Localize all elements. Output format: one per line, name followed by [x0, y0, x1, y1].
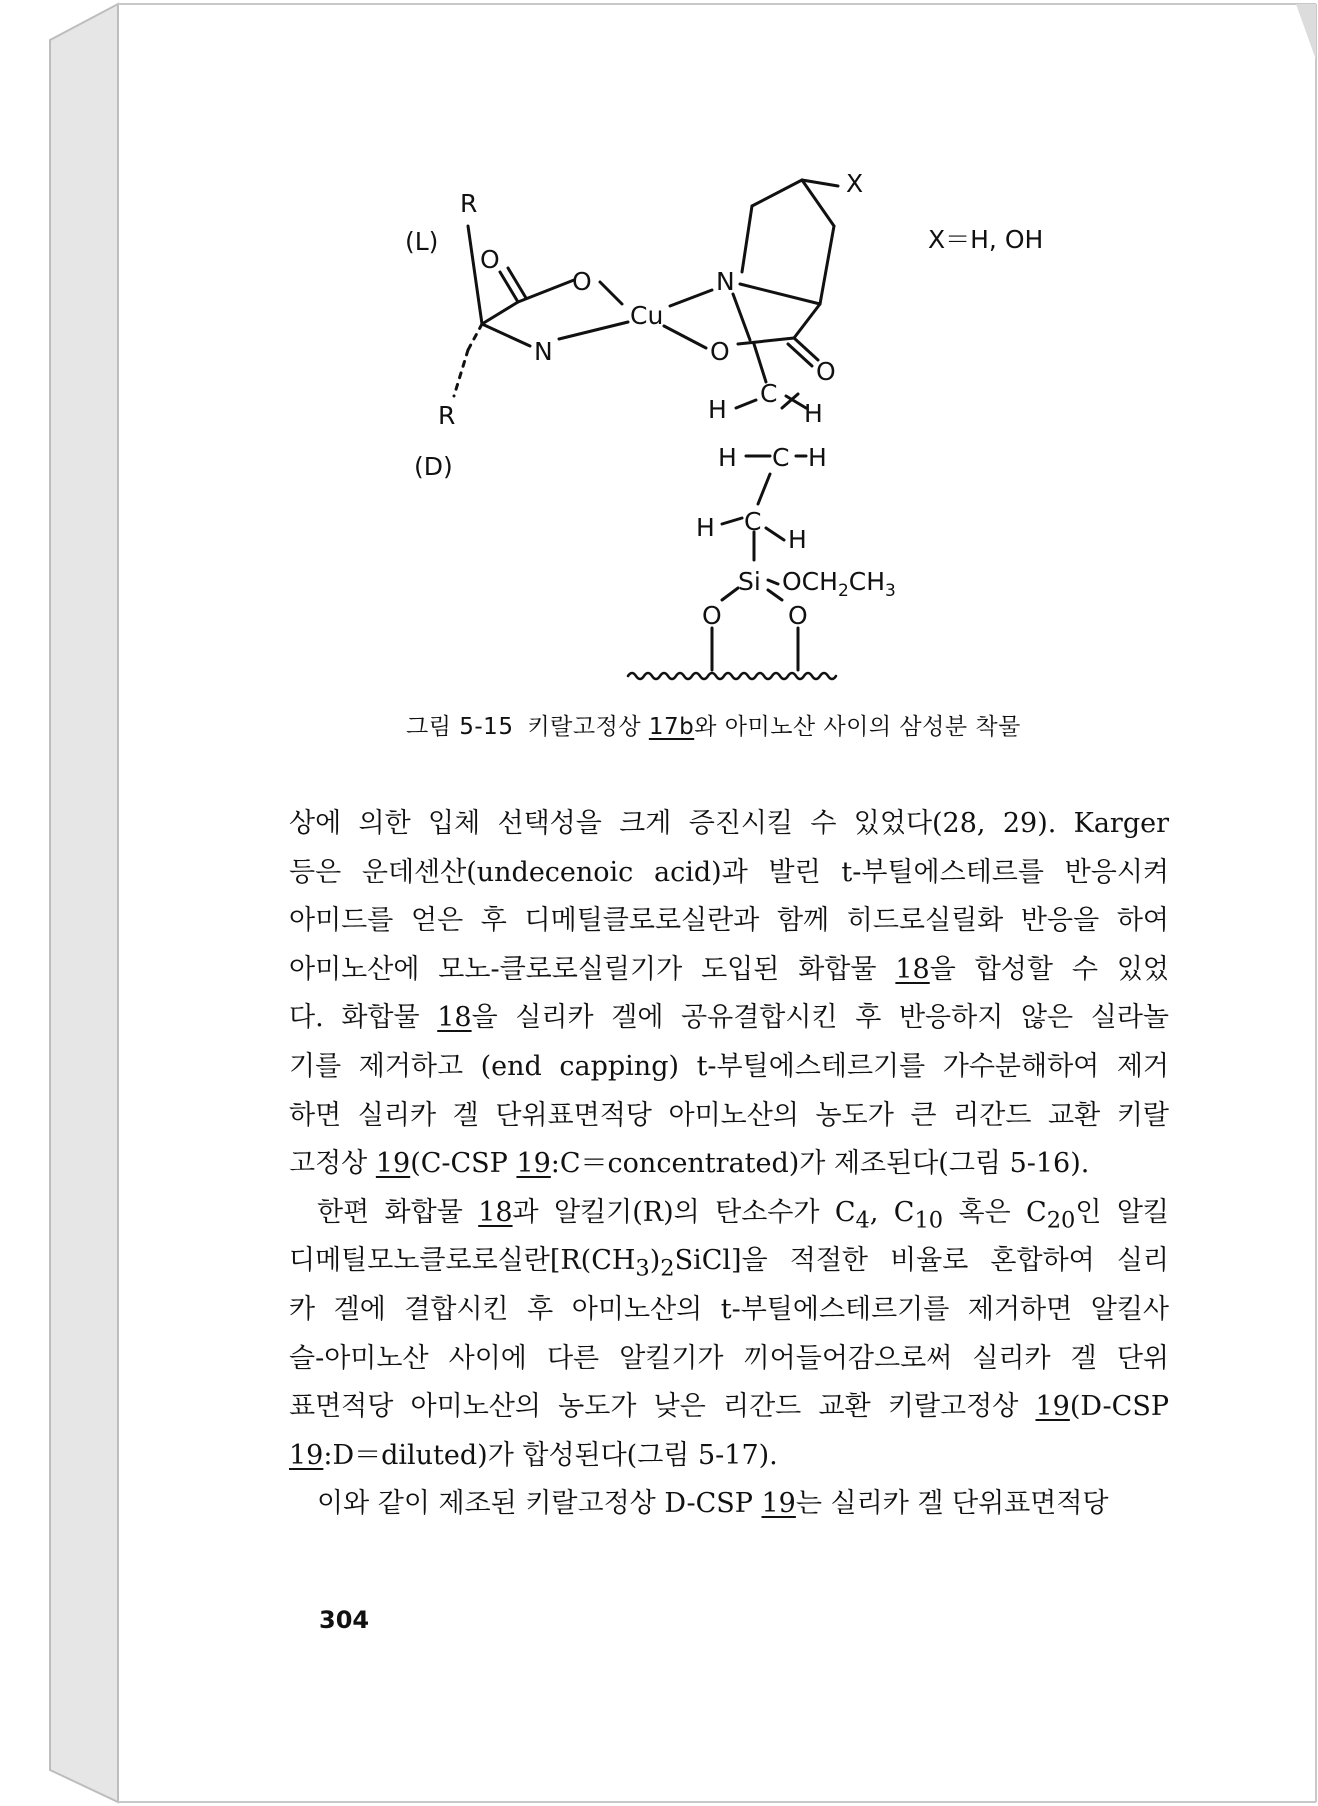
- text-line: 한편 화합물 18과 알킬기(R)의 탄소수가 $C_4$, $C_{10}$ 혹은 $C_{20}$인 알킬: [317, 1196, 1169, 1234]
- atom-o-left-ring: O: [572, 267, 592, 296]
- text-line: 카 겔에 결합시킨 후 아미노산의 t-부틸에스테르기를 제거하면 알킬사: [289, 1293, 1169, 1325]
- chain-oet: $OCH_2CH_3$: [782, 567, 896, 601]
- text-line: 디메틸모노클로로실란$[R(CH_3)_2SiCl]$을 적절한 비율로 혼합하여 실리: [289, 1245, 1169, 1282]
- text-line: 슬-아미노산 사이에 다른 알킬기가 끼어들어감으로써 실리카 겔 단위: [289, 1342, 1169, 1374]
- chain-h4: H: [808, 443, 827, 472]
- atom-n-left: N: [534, 337, 553, 366]
- caption-compound: 17b: [648, 714, 695, 740]
- atom-cu: Cu: [630, 301, 664, 330]
- caption-label: 그림 5-15: [406, 714, 514, 740]
- atom-o-left-carbonyl: O: [480, 245, 500, 274]
- label-r-top: R: [460, 189, 478, 218]
- atom-o-right-ring: O: [710, 337, 730, 366]
- text-line: 표면적당 아미노산의 농도가 낮은 리간드 교환 키랄고정상 19(D-CSP: [289, 1391, 1169, 1423]
- chain-h5: H: [696, 513, 715, 542]
- chain-c2: C: [772, 443, 790, 472]
- chain-si: Si: [738, 567, 761, 596]
- figure-caption: [406, 708, 1106, 741]
- atom-x: X: [846, 169, 864, 198]
- page-number: 304: [319, 1606, 370, 1634]
- text-line: 아미드를 얻은 후 디메틸클로로실란과 함께 히드로실릴화 반응을 하여: [289, 905, 1169, 937]
- text-line: 아미노산에 모노-클로로실릴기가 도입된 화합물 18을 합성할 수 있었: [289, 953, 1170, 985]
- caption-text-before: 키랄고정상: [527, 714, 649, 740]
- atom-n-right: N: [716, 267, 735, 296]
- x-definition: X＝H, OH: [928, 225, 1044, 254]
- chain-h1: H: [708, 395, 727, 424]
- text-line: 상에 의한 입체 선택성을 크게 증진시킬 수 있었다(28, 29). Karger: [289, 808, 1169, 839]
- label-d: (D): [414, 452, 453, 481]
- chain-h2: H: [804, 399, 823, 428]
- chain-c3: C: [744, 507, 762, 536]
- label-l: (L): [405, 227, 439, 256]
- caption-text-after: 와 아미노산 사이의 삼성분 착물: [694, 714, 1021, 740]
- chain-o-left: O: [702, 601, 722, 630]
- text-line: 다. 화합물 18을 실리카 겔에 공유결합시킨 후 반응하지 않은 실라놀: [289, 1002, 1169, 1034]
- chain-h6: H: [788, 525, 807, 554]
- atom-o-right-carbonyl: O: [816, 357, 836, 386]
- text-line: 등은 운데센산(undecenoic acid)과 발린 t-부틸에스테르를 반응시켜: [289, 856, 1169, 888]
- chain-o-right: O: [788, 601, 808, 630]
- chain-c1: C: [760, 379, 778, 408]
- text-line: 이와 같이 제조된 키랄고정상 D-CSP 19는 실리카 겔 단위표면적당: [317, 1488, 1109, 1520]
- text-line: 19:D＝diluted)가 합성된다(그림 5-17).: [289, 1439, 778, 1471]
- text-line: 하면 실리카 겔 단위표면적당 아미노산의 농도가 큰 리간드 교환 키랄: [289, 1099, 1169, 1131]
- chemical-structure-figure: [0, 0, 1318, 700]
- body-text: [289, 800, 1169, 1529]
- label-r-bottom: R: [438, 401, 456, 430]
- text-line: 고정상 19(C-CSP 19:C＝concentrated)가 제조된다(그림 5-16).: [289, 1148, 1090, 1180]
- text-line: 기를 제거하고 (end capping) t-부틸에스테르기를 가수분해하여 제거: [289, 1050, 1169, 1082]
- chain-h3: H: [718, 443, 737, 472]
